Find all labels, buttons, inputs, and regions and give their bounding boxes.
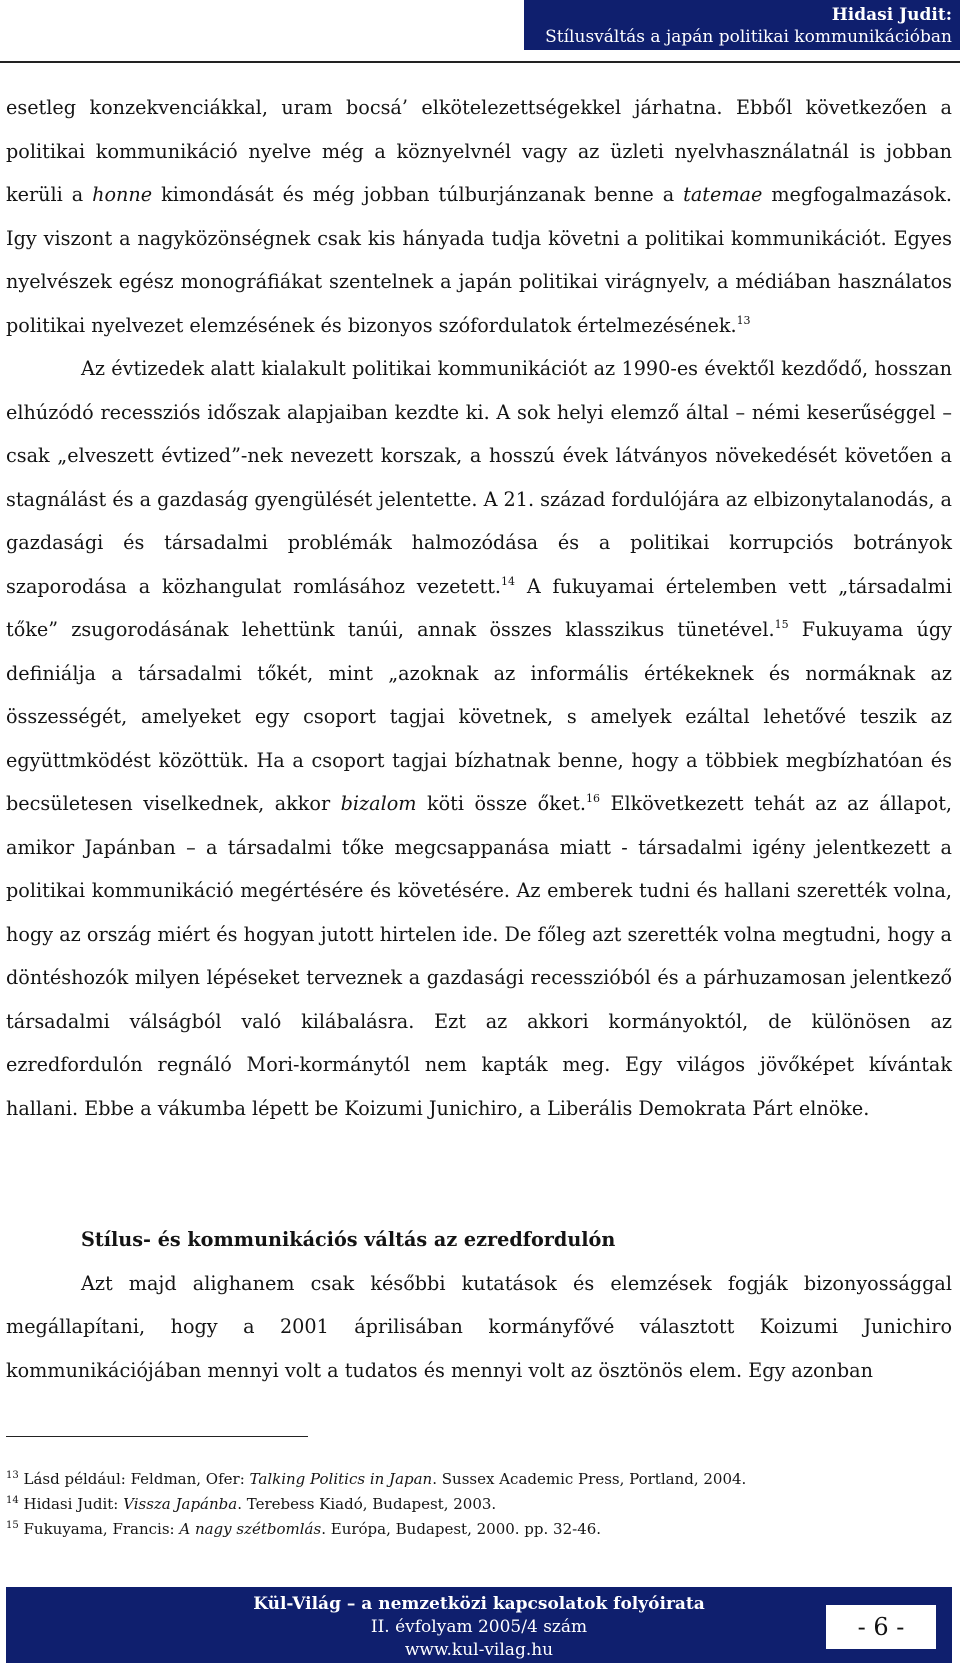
page-number: - 6 -: [826, 1605, 936, 1649]
footnote-ref-14[interactable]: 14: [501, 574, 516, 588]
page-footer: [6, 1587, 952, 1663]
running-header: [524, 0, 960, 50]
term-bizalom: bizalom: [340, 792, 417, 815]
section-heading: Stílus- és kommunikációs váltás az ezredfordulón: [81, 1228, 616, 1251]
article-body: [6, 86, 952, 1392]
journal-url[interactable]: www.kul-vilag.hu: [404, 1640, 554, 1660]
header-author: Hidasi Judit:: [831, 5, 952, 25]
header-rule: [0, 61, 960, 63]
paragraph-3: Azt majd alighanem csak későbbi kutatások és elemzések fogják bizonyossággal megállapítani, hogy a 2001 áprilisában kormányfővé választott Koizumi Junichiro kommunikációjában mennyi volt a tudatos és mennyi volt az ösztönös elem. Egy azonban: [6, 1271, 952, 1382]
term-tatemae: tatemae: [683, 183, 763, 206]
journal-issue: II. évfolyam 2005/4 szám: [370, 1617, 588, 1637]
paragraph-1: esetleg konzekvenciákkal, uram bocsá’ elkötelezettségekkel járhatna. Ebből következően a politikai kommunikáció nyelve még a köznyelvnél vagy az üzleti nyelvhasználatnál is jobban kerüli a honne kimondását és még jobban túlburjánzanak benne a tatemae megfogalmazások. Igy viszont a nagyközönségnek csak kis hányada tudja követni a politikai kommunikációt. Egyes nyelvészek egész monográfiákat szentelnek a japán politikai virágnyelv, a médiában használatos politikai nyelvezet elemzésének és bizonyos szófordulatok értelmezésének.$^{13}$: [6, 96, 952, 337]
footnote-15: $^{15}$ Fukuyama, Francis: A nagy szétbomlás. Európa, Budapest, 2000. pp. 32-46.: [6, 1520, 602, 1538]
section-gap: [6, 1130, 952, 1218]
footnotes: [6, 1467, 952, 1542]
term-honne: honne: [92, 183, 153, 206]
paragraph-2: Az évtizedek alatt kialakult politikai kommunikációt az 1990-es évektől kezdődő, hosszan elhúzódó recessziós időszak alapjaiban kezdte ki. A sok helyi elemző által – némi keserűséggel – csak „elveszett évtized”-nek nevezett korszak, a hosszú évek látványos növekedését követően a stagnálást és a gazdaság gyengülését jelentette. A 21. század fordulójára az elbizonytalanodás, a gazdasági és társadalmi problémák halmozódása és a politikai korrupciós botrányok szaporodása a közhangulat romlásához vezetett.$^{14}$ A fukuyamai értelemben vett „társadalmi tőke” zsugorodásának lehettünk tanúi, annak összes klasszikus tünetével.$^{15}$ Fukuyama úgy definiálja a társadalmi tőkét, mint „azoknak az informális értékeknek és normáknak az összességét, amelyeket egy csoport tagjai követnek, s amelyek ezáltal lehetővé teszik az együttmködést közöttük. Ha a csoport tagjai bízhatnak benne, hogy a többiek megbízhatóan és becsületesen viselkednek, akkor bizalom köti össze őket.$^{16}$ Elkövetkezett tehát az az állapot, amikor Japánban – a társadalmi tőke megcsappanása miatt - társadalmi igény jelentkezett a politikai kommunikáció megértésére és követésére. Az emberek tudni és hallani szerették volna, hogy az ország miért és hogyan jutott hirtelen ide. De főleg azt szerették volna megtudni, hogy a döntéshozók milyen lépéseket terveznek a gazdasági recesszióból és a párhuzamosan jelentkező társadalmi válságból való kilábalásra. Ezt az akkori kormányoktól, de különösen az ezredfordulón regnáló Mori-kormánytól nem kapták meg. Egy világos jövőképet kívántak hallani. Ebbe a vákumba lépett be Koizumi Junichiro, a Liberális Demokrata Párt elnöke.: [6, 357, 953, 1120]
footer-info: [6, 1593, 952, 1662]
footnote-14: $^{14}$ Hidasi Judit: Vissza Japánba. Terebess Kiadó, Budapest, 2003.: [6, 1495, 497, 1513]
journal-title: Kül-Világ – a nemzetközi kapcsolatok folyóirata: [253, 1594, 705, 1614]
footnote-13: $^{13}$ Lásd például: Feldman, Ofer: Talking Politics in Japan. Sussex Academic Press, Portland, 2004.: [6, 1470, 747, 1488]
footnote-ref-15[interactable]: 15: [774, 618, 789, 631]
footnote-ref-16[interactable]: 16: [586, 792, 601, 805]
footnote-rule: [6, 1436, 308, 1437]
header-title: Stílusváltás a japán politikai kommunikációban: [545, 27, 952, 47]
footnote-ref-13[interactable]: 13: [736, 313, 751, 327]
